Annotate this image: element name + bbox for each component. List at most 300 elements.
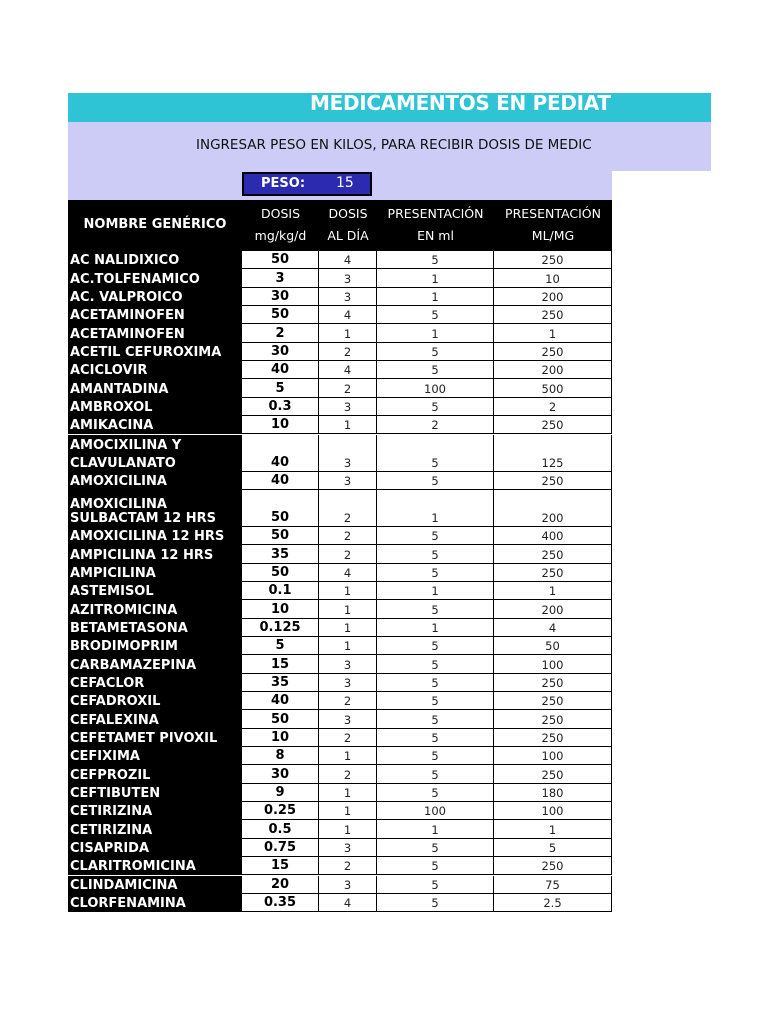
cell-name-text: CEFETAMET PIVOXIL [70,731,218,747]
cell-pres-mg-value: 400 [541,529,564,544]
cell-name-text: CLORFENAMINA [70,896,186,912]
cell-pres-ml-value: 1 [431,620,439,635]
header-name: NOMBRE GENÉRICO [83,217,227,232]
table-row [68,490,612,527]
cell-al-dia-value: 1 [343,584,352,599]
cell-pres-mg-value: 10 [545,271,560,286]
peso-value[interactable]: 15 [336,175,354,191]
cell-al-dia [319,361,377,379]
cell-al-dia-value: 2 [343,510,352,525]
cell-pres-mg [494,674,612,692]
header-pres-ml-line1: PRESENTACIÓN [387,206,484,221]
cell-pres-ml [377,820,494,838]
cell-dosis-value: 10 [270,601,290,617]
cell-name-text: AMPICILINA [70,565,156,581]
table-row [68,435,612,472]
cell-al-dia [319,582,377,600]
cell-al-dia [319,839,377,857]
cell-al-dia-value: 2 [343,767,352,782]
cell-dosis[interactable] [242,416,319,434]
cell-pres-ml-value: 5 [431,639,439,654]
cell-al-dia [319,619,377,637]
cell-dosis-value: 10 [270,730,290,746]
cell-name-text: AC.TOLFENAMICO [70,271,200,287]
cell-name [68,857,242,875]
cell-name [68,784,242,802]
cell-al-dia-value: 3 [343,675,352,690]
cell-al-dia-value: 3 [343,271,352,286]
cell-name-text: CEFIXIMA [70,749,140,765]
cell-pres-ml-value: 5 [431,253,439,268]
cell-pres-mg [494,582,612,600]
cell-pres-mg-value: 1 [548,584,557,599]
cell-name-text: CEFALEXINA [70,712,159,728]
cell-al-dia [319,655,377,673]
cell-al-dia [319,379,377,397]
cell-pres-mg [494,894,612,912]
cell-dosis-value: 0.25 [263,803,297,819]
table-row [68,416,612,434]
cell-pres-ml [377,527,494,545]
cell-name-text: CEFACLOR [70,675,145,691]
table-row [68,857,612,875]
cell-pres-ml [377,490,494,527]
cell-dosis[interactable] [242,269,319,287]
cell-name-text: CEFTIBUTEN [70,786,161,802]
cell-pres-mg-value: 50 [545,639,560,654]
cell-dosis[interactable] [242,527,319,545]
cell-al-dia-value: 3 [343,400,352,415]
header-al-dia-line2: AL DÍA [327,228,369,243]
cell-al-dia [319,710,377,728]
cell-pres-mg-value: 5 [548,841,557,856]
cell-al-dia-value: 2 [343,529,352,544]
cell-al-dia-value: 2 [343,859,352,874]
cell-al-dia [319,251,377,269]
cell-pres-mg [494,398,612,416]
cell-al-dia-value: 1 [343,804,352,819]
cell-al-dia-value: 1 [343,749,352,764]
table-row [68,600,612,618]
cell-name-text: CETIRIZINA [70,804,153,820]
cell-pres-ml [377,379,494,397]
page-title: MEDICAMENTOS EN PEDIAT [310,93,611,115]
cell-pres-mg-value: 200 [541,602,564,617]
cell-pres-ml [377,710,494,728]
table-row [68,784,612,802]
cell-pres-ml [377,398,494,416]
cell-name-text: ACETAMINOFEN [70,308,185,324]
table-row [68,251,612,269]
table-row [68,324,612,342]
cell-dosis-value: 50 [270,711,290,727]
cell-al-dia-value: 3 [343,841,352,856]
cell-pres-ml-value: 1 [431,271,439,286]
cell-dosis[interactable] [242,343,319,361]
cell-name [68,710,242,728]
header-pres-ml [377,203,494,247]
cell-pres-mg-value: 1 [548,326,557,341]
cell-dosis-value: 40 [270,454,290,470]
table-row [68,655,612,673]
cell-pres-ml [377,416,494,434]
cell-pres-mg [494,269,612,287]
cell-dosis[interactable] [242,802,319,820]
cell-name-text: AC NALIDIXICO [70,253,180,269]
cell-al-dia [319,729,377,747]
peso-row [68,171,612,200]
cell-al-dia-value: 1 [343,602,352,617]
cell-dosis[interactable] [242,564,319,582]
cell-dosis[interactable] [242,600,319,618]
cell-dosis-value: 0.125 [259,619,301,635]
table-row [68,472,612,490]
cell-dosis[interactable] [242,435,319,472]
cell-name [68,545,242,563]
cell-pres-ml-value: 5 [431,400,439,415]
cell-dosis[interactable] [242,306,319,324]
cell-pres-mg-value: 250 [541,565,564,580]
cell-pres-ml-value: 5 [431,345,439,360]
table-row [68,692,612,710]
cell-pres-mg [494,343,612,361]
cell-al-dia [319,398,377,416]
cell-pres-mg-value: 250 [541,345,564,360]
cell-pres-ml [377,674,494,692]
cell-pres-mg-value: 200 [541,510,564,525]
cell-pres-mg [494,490,612,527]
cell-pres-ml-value: 2 [431,418,439,433]
cell-pres-ml [377,361,494,379]
cell-dosis[interactable] [242,324,319,342]
header-dosis-line2: mg/kg/d [254,228,307,243]
cell-name-text: AMBROXOL [70,400,153,416]
cell-pres-ml [377,435,494,472]
cell-pres-ml [377,765,494,783]
cell-dosis-value: 0.75 [263,840,297,856]
cell-pres-mg-value: 250 [541,675,564,690]
cell-pres-ml-value: 1 [431,510,439,525]
cell-pres-ml-value: 5 [431,547,439,562]
table-row [68,564,612,582]
cell-dosis[interactable] [242,820,319,838]
cell-dosis[interactable] [242,747,319,765]
table-row [68,306,612,324]
table-row [68,361,612,379]
header-al-dia [319,203,377,247]
cell-name [68,582,242,600]
cell-name-text: AZITROMICINA [70,602,178,618]
cell-dosis[interactable] [242,288,319,306]
cell-name-text: BRODIMOPRIM [70,639,178,655]
cell-pres-mg [494,820,612,838]
cell-pres-ml-value: 100 [424,381,446,396]
cell-al-dia [319,857,377,875]
cell-name-text: CLAVULANATO [70,455,176,471]
cell-dosis-value: 50 [270,564,290,580]
table-row [68,839,612,857]
cell-al-dia [319,472,377,490]
cell-dosis[interactable] [242,398,319,416]
cell-pres-mg-value: 2 [548,400,557,415]
cell-name-line1: AMOCIXILINA Y [70,437,182,453]
cell-name [68,435,242,472]
cell-al-dia-value: 4 [343,253,352,268]
cell-name-text: AC. VALPROICO [70,290,183,306]
cell-pres-ml-value: 5 [431,877,439,892]
cell-name [68,416,242,434]
cell-pres-ml [377,692,494,710]
cell-dosis-value: 40 [270,693,290,709]
cell-pres-ml-value: 5 [431,675,439,690]
cell-name [68,876,242,894]
cell-pres-mg-value: 250 [541,418,564,433]
cell-name-line1: AMOXICILINA [70,496,167,512]
cell-name [68,269,242,287]
table-row [68,379,612,397]
cell-name [68,674,242,692]
cell-dosis-value: 35 [270,546,290,562]
cell-pres-ml [377,747,494,765]
cell-dosis-value: 40 [270,362,290,378]
cell-pres-mg-value: 100 [541,804,564,819]
header-pres-mg-line1: PRESENTACIÓN [505,206,601,221]
table-row [68,637,612,655]
table-row [68,747,612,765]
table-row [68,802,612,820]
cell-pres-ml [377,600,494,618]
cell-dosis-value: 30 [270,289,290,305]
cell-name [68,894,242,912]
cell-pres-mg [494,637,612,655]
cell-dosis-value: 30 [270,344,290,360]
cell-name [68,361,242,379]
cell-pres-ml-value: 5 [431,602,439,617]
cell-pres-mg [494,435,612,472]
cell-dosis-value: 50 [270,252,290,268]
cell-pres-mg-value: 200 [541,363,564,378]
cell-pres-mg-value: 250 [541,547,564,562]
cell-dosis-value: 10 [270,417,290,433]
cell-pres-mg-value: 250 [541,712,564,727]
table-row [68,398,612,416]
cell-al-dia-value: 1 [343,326,352,341]
cell-pres-mg [494,876,612,894]
cell-dosis[interactable] [242,674,319,692]
table-header [68,200,612,251]
cell-pres-mg [494,416,612,434]
cell-name [68,729,242,747]
cell-name [68,747,242,765]
cell-name [68,306,242,324]
cell-pres-mg [494,379,612,397]
cell-pres-ml-value: 5 [431,767,439,782]
cell-pres-ml-value: 1 [431,290,439,305]
cell-pres-mg-value: 100 [541,657,564,672]
cell-dosis-value: 15 [270,858,290,874]
cell-name-text: CETIRIZINA [70,822,153,838]
cell-pres-ml [377,876,494,894]
cell-pres-ml-value: 5 [431,473,439,488]
cell-pres-ml [377,784,494,802]
header-dosis [242,203,319,247]
cell-pres-mg-value: 100 [541,749,564,764]
cell-al-dia [319,692,377,710]
cell-al-dia-value: 2 [343,381,352,396]
cell-dosis[interactable] [242,582,319,600]
cell-pres-mg [494,545,612,563]
cell-name [68,251,242,269]
cell-al-dia [319,894,377,912]
cell-dosis[interactable] [242,251,319,269]
cell-pres-ml-value: 5 [431,841,439,856]
table-row [68,527,612,545]
header-pres-mg [494,203,612,247]
cell-dosis-value: 0.5 [268,821,292,837]
cell-dosis-value: 40 [270,472,290,488]
cell-dosis[interactable] [242,637,319,655]
cell-name [68,600,242,618]
cell-pres-mg-value: 180 [541,786,564,801]
cell-name [68,343,242,361]
cell-pres-ml [377,802,494,820]
cell-pres-ml [377,288,494,306]
cell-pres-ml-value: 5 [431,896,439,911]
cell-name-text: SULBACTAM 12 HRS [70,510,216,526]
cell-pres-mg [494,324,612,342]
cell-pres-mg-value: 250 [541,767,564,782]
cell-pres-mg-value: 250 [541,308,564,323]
cell-dosis[interactable] [242,692,319,710]
cell-pres-ml [377,564,494,582]
cell-pres-mg [494,729,612,747]
cell-name-text: ACETIL CEFUROXIMA [70,345,222,361]
cell-al-dia-value: 3 [343,473,352,488]
cell-pres-ml [377,251,494,269]
cell-pres-mg-value: 250 [541,859,564,874]
cell-dosis[interactable] [242,857,319,875]
cell-pres-ml-value: 5 [431,308,439,323]
cell-al-dia [319,820,377,838]
cell-pres-mg [494,857,612,875]
cell-pres-ml-value: 1 [431,822,439,837]
cell-al-dia [319,802,377,820]
cell-pres-ml [377,894,494,912]
cell-name-text: BETAMETASONA [70,620,188,636]
cell-name-text: ACETAMINOFEN [70,326,185,342]
cell-dosis[interactable] [242,545,319,563]
cell-al-dia [319,527,377,545]
cell-dosis[interactable] [242,765,319,783]
cell-al-dia [319,674,377,692]
cell-pres-mg [494,839,612,857]
cell-name [68,288,242,306]
cell-dosis[interactable] [242,876,319,894]
peso-input-box[interactable] [242,172,372,196]
cell-al-dia-value: 2 [343,547,352,562]
cell-al-dia-value: 4 [343,308,352,323]
cell-pres-mg [494,747,612,765]
cell-al-dia-value: 1 [343,418,352,433]
cell-pres-mg-value: 125 [541,455,564,470]
table-row [68,820,612,838]
cell-name [68,820,242,838]
cell-name [68,637,242,655]
cell-pres-ml-value: 5 [431,565,439,580]
cell-pres-mg [494,527,612,545]
cell-dosis[interactable] [242,379,319,397]
table-row [68,710,612,728]
header-pres-mg-line2: ML/MG [531,228,575,243]
cell-name-text: CEFPROZIL [70,767,151,783]
cell-pres-mg [494,802,612,820]
cell-dosis[interactable] [242,839,319,857]
cell-pres-ml-value: 5 [431,859,439,874]
cell-pres-ml [377,619,494,637]
cell-al-dia [319,343,377,361]
cell-dosis-value: 50 [270,509,290,525]
cell-pres-mg [494,251,612,269]
cell-name-text: AMPICILINA 12 HRS [70,547,214,563]
cell-al-dia-value: 3 [343,657,352,672]
cell-dosis-value: 5 [275,638,285,654]
table-row [68,343,612,361]
cell-al-dia-value: 4 [343,565,352,580]
cell-pres-ml-value: 5 [431,529,439,544]
cell-dosis[interactable] [242,490,319,527]
cell-dosis[interactable] [242,472,319,490]
cell-pres-mg-value: 2.5 [543,896,562,911]
table-row [68,674,612,692]
cell-al-dia [319,747,377,765]
cell-pres-ml [377,857,494,875]
cell-name [68,472,242,490]
cell-dosis-value: 0.3 [268,399,292,415]
cell-al-dia-value: 2 [343,694,352,709]
cell-dosis[interactable] [242,619,319,637]
cell-al-dia-value: 1 [343,639,352,654]
cell-dosis[interactable] [242,655,319,673]
cell-dosis-value: 0.1 [268,583,292,599]
cell-name [68,692,242,710]
cell-al-dia [319,784,377,802]
cell-al-dia [319,416,377,434]
cell-pres-ml-value: 5 [431,786,439,801]
cell-al-dia [319,269,377,287]
cell-pres-mg [494,600,612,618]
cell-dosis[interactable] [242,729,319,747]
table-row [68,582,612,600]
cell-pres-ml [377,655,494,673]
cell-dosis[interactable] [242,710,319,728]
cell-dosis-value: 8 [275,748,285,764]
cell-al-dia-value: 3 [343,455,352,470]
cell-pres-mg [494,765,612,783]
cell-dosis[interactable] [242,784,319,802]
cell-name-text: ASTEMISOL [70,584,154,600]
cell-dosis-value: 20 [270,876,290,892]
cell-name-text: ACICLOVIR [70,363,148,379]
cell-dosis[interactable] [242,361,319,379]
cell-dosis-value: 50 [270,528,290,544]
cell-pres-ml [377,306,494,324]
cell-dosis[interactable] [242,894,319,912]
cell-pres-ml-value: 5 [431,694,439,709]
cell-name [68,490,242,527]
cell-al-dia-value: 4 [343,363,352,378]
cell-pres-mg-value: 200 [541,290,564,305]
table-row [68,545,612,563]
